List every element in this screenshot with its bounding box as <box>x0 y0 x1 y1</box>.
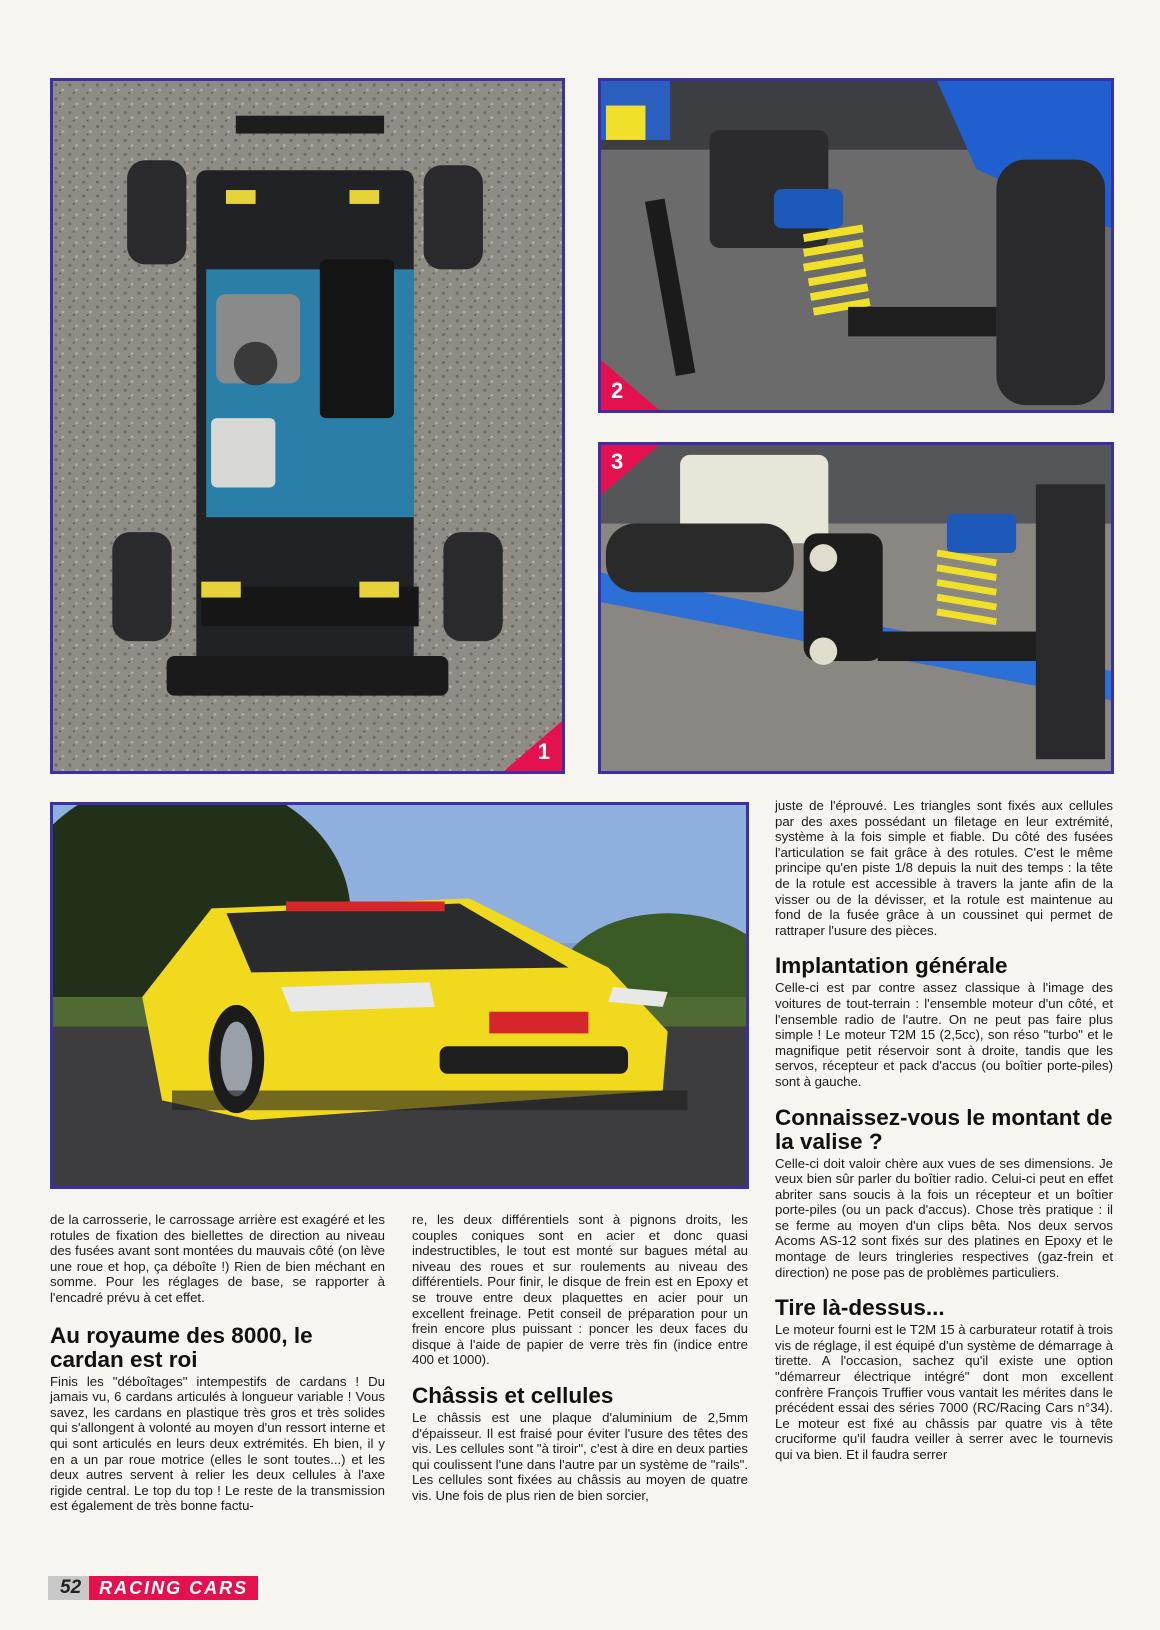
col3-paragraph-3: Celle-ci doit valoir chère aux vues de ses dimensions. Je veux bien sûr parler du boîtier radio. Celui-ci peut en effet abriter sans soucis à la fois un récepteur et un boîtier porte-piles (ou un pack d'accus). Chose très pratique : il se ferme au moyen d'un clips bêta. Nos deux servos Acoms AS-12 sont fixés sur des platines en Epoxy et le montage de leurs tringleries respectives (gaz-frein et direction) ne pose pas de problèmes particuliers. <box>775 1155 1113 1280</box>
col3-heading-1: Implantation générale <box>775 953 1008 979</box>
page-number: 52 <box>48 1576 89 1600</box>
col1-paragraph-2: Finis les "déboîtages" intempestifs de cardans ! Du jamais vu, 6 cardans articulés à longueur variable ! Vous savez, les cardans en plastique très gros et très solides qui s'allongent à volonté au moyen d'un ressort interne et qui sont articulés en leurs deux extrémités. Eh bien, il y en a un par roue motrice (elles le sont toutes...) et les deux autres servent à relier les deux cellules à l'axe rigide central. Le top du top ! Le reste de la transmission est également de très bonne factu- <box>50 1373 385 1514</box>
col2-paragraph-2: Le châssis est une plaque d'aluminium de 2,5mm d'épaisseur. Il est fraisé pour éviter l'usure des têtes des vis. Les cellules sont "à tiroir", c'est à dire en deux parties qui coulissent l'une dans l'autre par un système de "rails". Les cellules sont fixées au châssis au moyen de quatre vis. Une fois de plus rien de bien sorcier, <box>412 1409 748 1503</box>
photo-3-number-badge <box>601 445 659 495</box>
col2-heading: Châssis et cellules <box>412 1382 614 1408</box>
photo-2-number-badge <box>601 360 659 410</box>
col3-paragraph-4: Le moteur fourni est le T2M 15 à carburateur rotatif à trois vis de réglage, il est équipé d'un système de démarrage à tirette. A l'occasion, sachez qu'il existe une option "démarreur électrique intégré" dont mon excellent confrère François Truffier vous vantait les mérites dans le précédent essai des séries 7000 (RC/Racing Cars n°34). Le moteur est fixé au châssis par quatre vis à tête cruciforme qu'il faudra veiller à serrer avec le tournevis qui va bien. Et il faudra serrer <box>775 1322 1113 1462</box>
text-column-1 <box>50 1212 385 1514</box>
photo-3-number: 3 <box>611 449 624 474</box>
col3-heading-2: Connaissez-vous le montant de la valise ? <box>775 1104 1113 1154</box>
text-column-2 <box>412 1212 748 1504</box>
col3-paragraph-2: Celle-ci est par contre assez classique à l'image des voitures de tout-terrain : l'ensemble moteur d'un côté, et l'ensemble radio de l'autre. On ne peut pas faire plus simple ! Le moteur T2M 15 (2,5cc), son réso "turbo" et le magnifique petit réservoir sont à droite, tandis que les servos, récepteur et pack d'accus (ou boîtier porte-piles) sont à gauche. <box>775 980 1113 1089</box>
photo-1-number-badge <box>504 721 562 771</box>
photo-1-number: 1 <box>537 739 550 764</box>
text-column-3 <box>775 798 1113 1463</box>
photo-rear-hub <box>598 442 1114 774</box>
col3-heading-3: Tire là-dessus... <box>775 1295 945 1321</box>
photo-front-suspension <box>598 78 1114 413</box>
col1-paragraph-1: de la carrosserie, le carrossage arrière est exagéré et les rotules de fixation des biellettes de direction au niveau des fusées avant sont montées du mauvais côté (on lève une roue et hop, ça déboîte !) Rien de bien méchant en somme. Pour les réglages de base, se rapporter à l'encadré prévu à cet effet. <box>50 1212 385 1305</box>
photo-yellow-car <box>50 802 749 1189</box>
photo-chassis-top-view <box>50 78 565 774</box>
col3-paragraph-1: juste de l'éprouvé. Les triangles sont fixés aux cellules par des axes possédant un filetage en leur extrémité, système à la fois simple et fiable. Du côté des fusées l'articulation se fait grâce à des rotules. C'est le même principe qu'en piste 1/8 depuis la nuit des temps : la tête de la rotule est accessible à travers la jante afin de la visser ou de la dévisser, et la rotule est maintenue au fond de la fusée grâce à un coussinet qui permet de rattraper l'usure des pièces. <box>775 798 1113 938</box>
magazine-name: RACING CARS <box>89 1576 258 1600</box>
page-footer <box>48 1576 258 1600</box>
photo-2-number: 2 <box>611 378 624 403</box>
col2-paragraph-1: re, les deux différentiels sont à pignons droits, les couples coniques sont en acier et donc quasi indestructibles, le tout est monté sur bagues métal au niveau des roues et sur roulements au niveau des différentiels. Pour finir, le disque de frein est en Epoxy et se trouve entre deux plaquettes en acier pour un excellent freinage. Petit conseil de préparation pour un frein encore plus puissant : poncer les deux faces du disque à l'aide de papier de verre très fin (indice entre 400 et 1000). <box>412 1212 748 1368</box>
col1-heading: Au royaume des 8000, le cardan est roi <box>50 1322 313 1372</box>
